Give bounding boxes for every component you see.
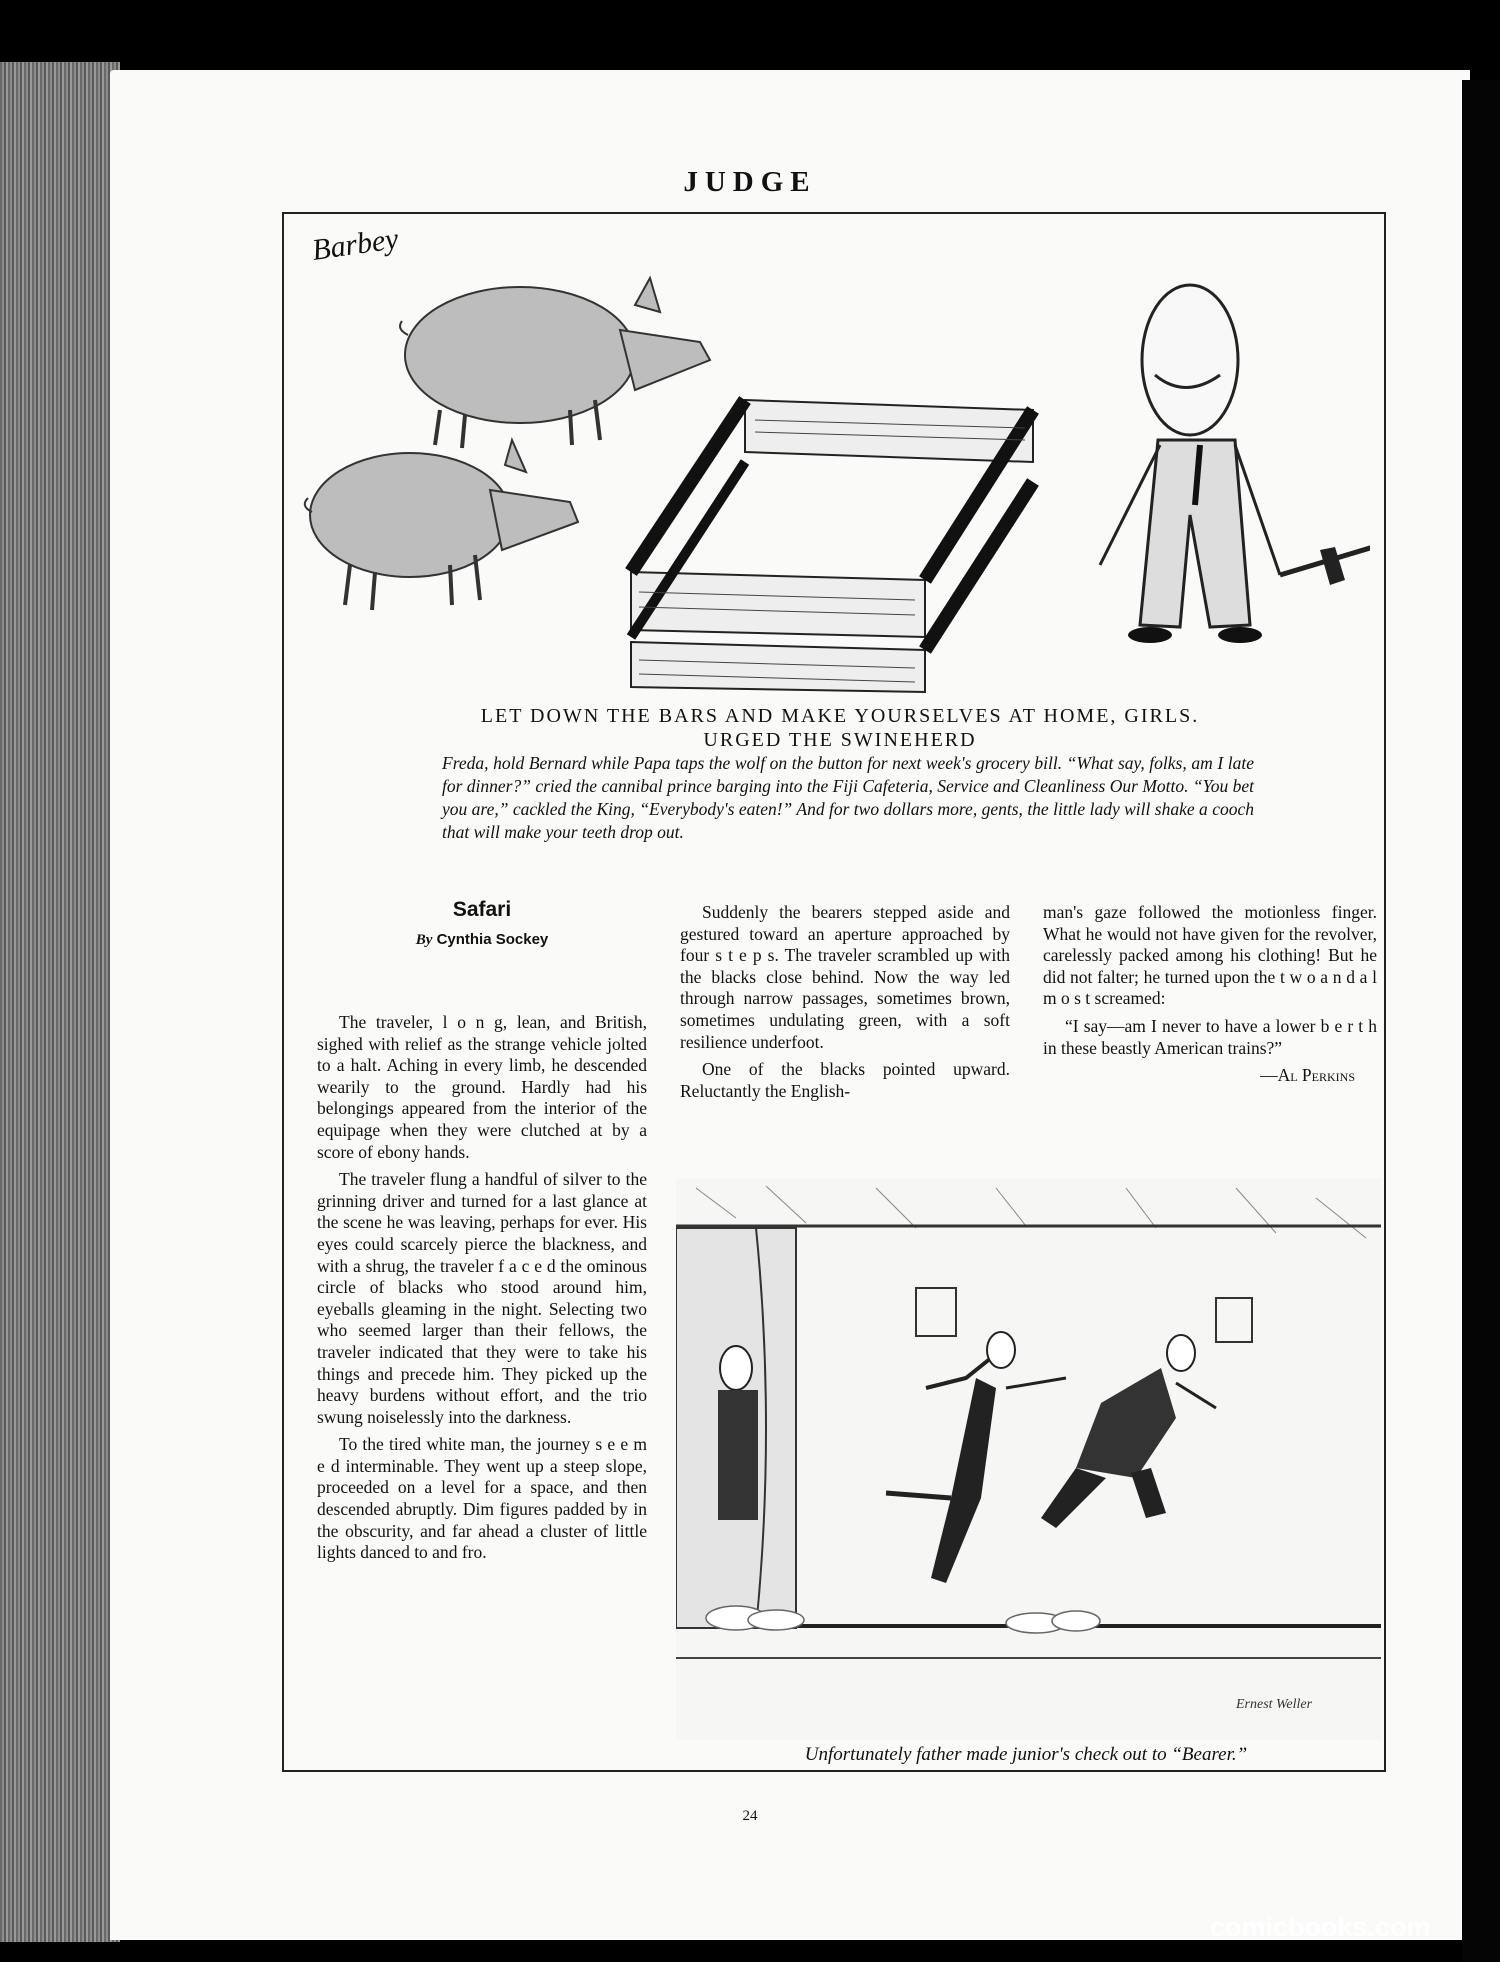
cartoon-caption-heading [400,704,1280,752]
scan-edge [1462,80,1500,1962]
paragraph: “I say—am I never to have a lower b e r t h in these beastly American trains?” [1043,1015,1377,1058]
author-credit: —Al Perkins [1260,1065,1355,1086]
book-spine [0,62,120,1942]
paragraph: man's gaze followed the motionless finger. What he would not have given for the revolver, carelessly packed among his clothing! But he did not falter; he turned upon the t w o a n d a l m o s t screamed: [1043,902,1377,1009]
story-column-1 [317,1012,647,1570]
artist-signature: Barbey [310,222,401,267]
site-watermark: comicbooks.com [1210,1912,1431,1942]
cartoon-caption-body: Freda, hold Bernard while Papa taps the wolf on the button for next week's grocery bill. “What say, folks, am I late for dinner?” cried the cannibal prince barging into the Fiji Cafeteria, Service and Cleanliness Our Motto. “You bet you are,” cackled the King, “Everybody's eaten!” And for two dollars more, gents, the little lady will shake a cooch that will make your teeth drop out. [442,753,1254,842]
story-column-3 [1043,902,1377,1087]
page-number: 24 [742,1808,758,1824]
paragraph: To the tired white man, the journey s e e m e d interminable. They went up a steep slope, proceeded on a level for a space, and then descended abruptly. Dim figures padded by in the obscurity, and far ahead a cluster of little lights danced to and fro. [317,1434,647,1563]
dancing-couple-cartoon [676,1178,1381,1740]
paragraph: One of the blacks pointed upward. Reluctantly the English- [680,1059,1010,1101]
byline-prefix: By [415,932,433,948]
byline [317,931,647,949]
cartoon-signature: Ernest Weller [1236,1697,1313,1712]
grinning-man-illustration [1040,275,1370,675]
bottom-cartoon-caption: Unfortunately father made junior's check out to “Bearer.” [804,1744,1248,1765]
caption-heading-text: LET DOWN THE BARS AND MAKE YOURSELVES AT HOME, GIRLS. URGED THE SWINEHERD [480,705,1200,751]
music-bars-pen-illustration [625,392,1045,702]
story-column-2 [680,902,1010,1108]
paragraph: The traveler flung a handful of silver to the grinning driver and turned for a last glance at the scene he was leaving, perhaps for ever. His eyes could scarcely pierce the blackness, and with a shrug, the traveler f a c e d the ominous circle of blacks who stood around him, eyeballs gleaming in the night. Selecting two who seemed larger than their fellows, the traveler indicated that they were to take his things and precede him. They picked up the heavy burdens without effort, and the trio swung noiselessly into the darkness. [317,1169,647,1427]
masthead: JUDGE [683,166,817,198]
paragraph: The traveler, l o n g, lean, and British, sighed with relief as the strange vehicle jolted to a halt. Aching in every limb, he descended wearily to the ground. Hardly had his belongings appeared from the interior of the equipage when they were clutched at by a score of ebony hands. [317,1012,647,1162]
byline-name: Cynthia Sockey [436,931,549,948]
paragraph: Suddenly the bearers stepped aside and gestured toward an aperture approached by four s t e p s. The traveler scrambled up with the blacks close behind. Now the way led through narrow passages, sometimes brown, sometimes undulating green, with a soft resilience underfoot. [680,902,1010,1052]
story-title: Safari [452,898,512,921]
